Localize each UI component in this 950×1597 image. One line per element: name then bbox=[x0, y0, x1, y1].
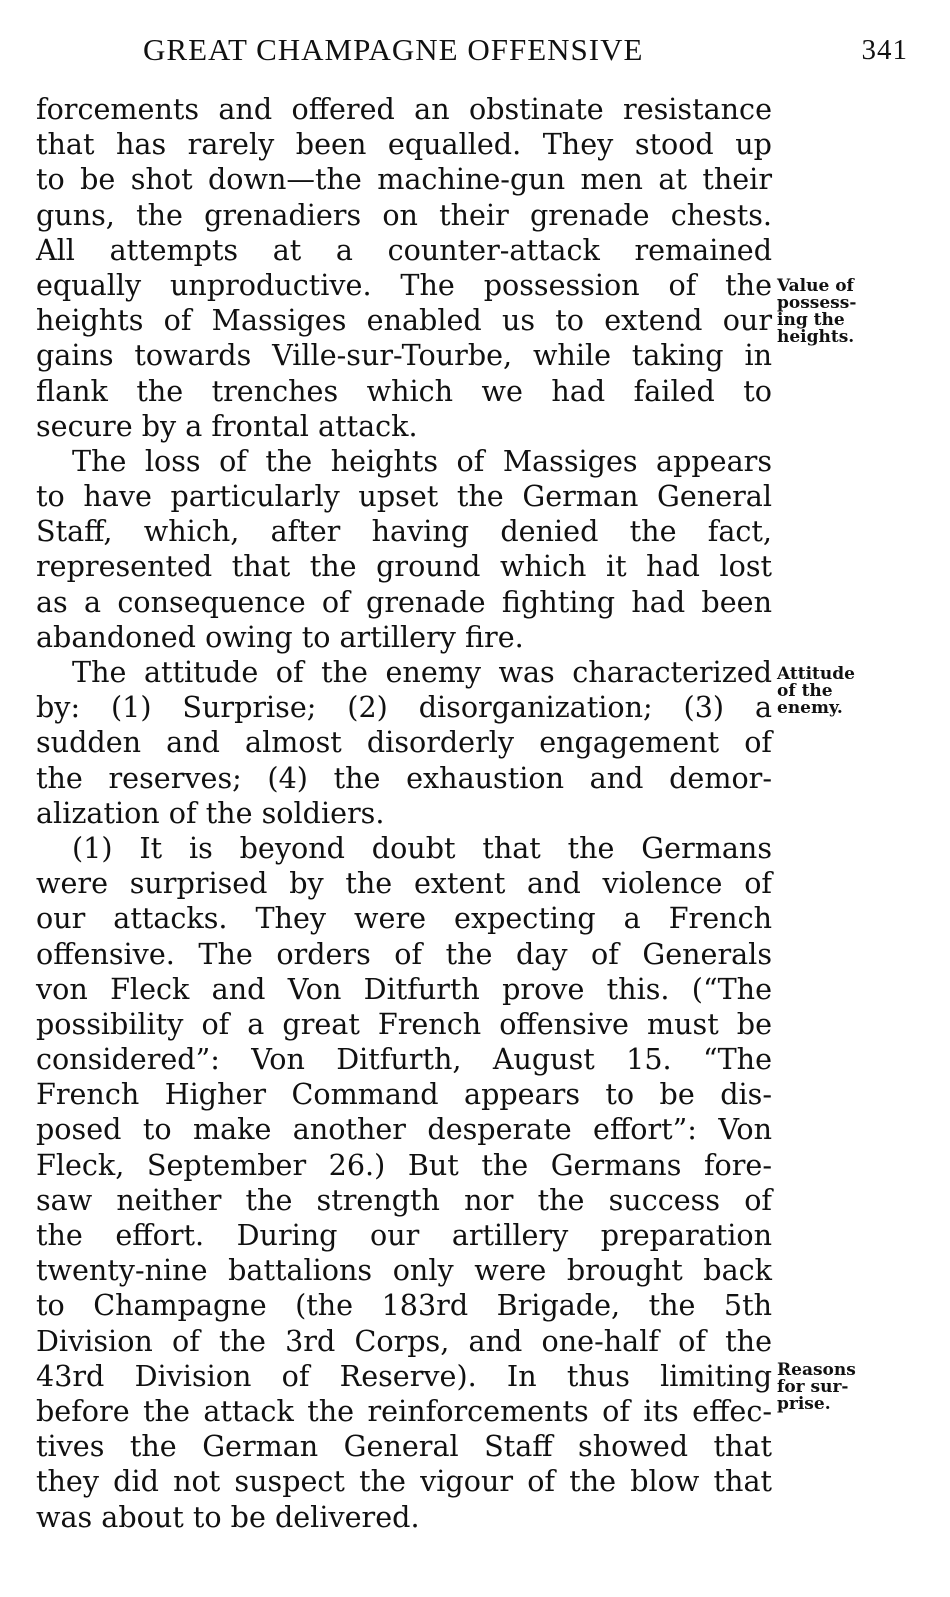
margin-note-attitude-of-enemy bbox=[777, 666, 902, 717]
text-line: offensive. The orders of the day of Generals bbox=[36, 936, 772, 971]
margin-note-line: Attitude bbox=[777, 664, 855, 684]
running-header bbox=[143, 28, 908, 72]
text-line: Fleck, September 26.) But the Germans fore- bbox=[36, 1147, 772, 1182]
text-line: gains towards Ville-sur-Tourbe, while taking in bbox=[36, 338, 772, 373]
text-line: alization of the soldiers. bbox=[36, 795, 385, 830]
text-line: our attacks. They were expecting a French bbox=[36, 901, 772, 936]
text-line: were surprised by the extent and violence of bbox=[36, 866, 772, 901]
text-line: The loss of the heights of Massiges appears bbox=[72, 443, 772, 478]
margin-note-line: prise. bbox=[777, 1394, 831, 1414]
text-line: Staff, which, after having denied the fact, bbox=[36, 514, 772, 549]
text-line: the reserves; (4) the exhaustion and demor- bbox=[36, 760, 772, 795]
text-line: (1) It is beyond doubt that the Germans bbox=[72, 830, 772, 865]
text-line: heights of Massiges enabled us to extend our bbox=[36, 303, 772, 338]
text-line: The attitude of the enemy was characterized bbox=[72, 655, 772, 689]
text-line: equally unproductive. The possession of the bbox=[36, 267, 772, 302]
text-line: to have particularly upset the German General bbox=[36, 479, 772, 514]
text-line: that has rarely been equalled. They stood up bbox=[36, 127, 772, 162]
text-line: represented that the ground which it had lost bbox=[36, 549, 772, 584]
text-line: von Fleck and Von Ditfurth prove this. (“The bbox=[36, 971, 772, 1006]
text-line: tives the German General Staff showed that bbox=[36, 1429, 772, 1464]
text-line: by: (1) Surprise; (2) disorganization; (3) a bbox=[36, 690, 772, 725]
text-line: saw neither the strength nor the success of bbox=[36, 1182, 772, 1217]
text-line: sudden and almost disorderly engagement of bbox=[36, 725, 772, 760]
text-line: as a consequence of grenade fighting had been bbox=[36, 584, 772, 619]
margin-note-line: Value of bbox=[777, 276, 854, 296]
text-line: forcements and offered an obstinate resistance bbox=[36, 92, 772, 126]
text-line: Division of the 3rd Corps, and one-half of the bbox=[36, 1323, 772, 1358]
text-line: the effort. During our artillery preparation bbox=[36, 1218, 772, 1252]
text-line: 43rd Division of Reserve). In thus limiting bbox=[36, 1358, 772, 1393]
text-line: flank the trenches which we had failed to bbox=[36, 373, 772, 408]
text-line: posed to make another desperate effort”: Von bbox=[36, 1112, 772, 1147]
text-line: twenty-nine battalions only were brought back bbox=[36, 1253, 772, 1288]
page-number: 341 bbox=[861, 33, 908, 66]
body-text bbox=[36, 92, 772, 1535]
text-line: considered”: Von Ditfurth, August 15. “The bbox=[36, 1042, 772, 1077]
margin-note-line: possess- bbox=[777, 293, 857, 313]
margin-note-line: for sur- bbox=[777, 1377, 849, 1397]
running-title: GREAT CHAMPAGNE OFFENSIVE bbox=[143, 32, 644, 67]
text-line: guns, the grenadiers on their grenade chests. bbox=[36, 197, 772, 232]
margin-note-line: enemy. bbox=[777, 698, 843, 718]
text-line: was about to be delivered. bbox=[36, 1499, 420, 1534]
margin-note-line: heights. bbox=[777, 327, 855, 347]
text-line: before the attack the reinforcements of its effec- bbox=[36, 1393, 772, 1428]
text-line: they did not suspect the vigour of the blow that bbox=[36, 1464, 772, 1499]
margin-note-line: Reasons bbox=[777, 1360, 856, 1380]
text-line: French Higher Command appears to be dis- bbox=[36, 1077, 772, 1112]
text-line: secure by a frontal attack. bbox=[36, 408, 418, 443]
text-line: All attempts at a counter-attack remained bbox=[36, 232, 772, 267]
text-line: abandoned owing to artillery fire. bbox=[36, 619, 524, 654]
text-line: possibility of a great French offensive must be bbox=[36, 1006, 772, 1041]
margin-note-value-of-heights bbox=[777, 278, 902, 346]
margin-note-reasons-for-surprise bbox=[777, 1362, 902, 1413]
text-line: to be shot down—the machine-gun men at their bbox=[36, 162, 772, 197]
margin-note-line: ing the bbox=[777, 310, 845, 330]
margin-note-line: of the bbox=[777, 681, 833, 701]
text-line: to Champagne (the 183rd Brigade, the 5th bbox=[36, 1288, 772, 1323]
